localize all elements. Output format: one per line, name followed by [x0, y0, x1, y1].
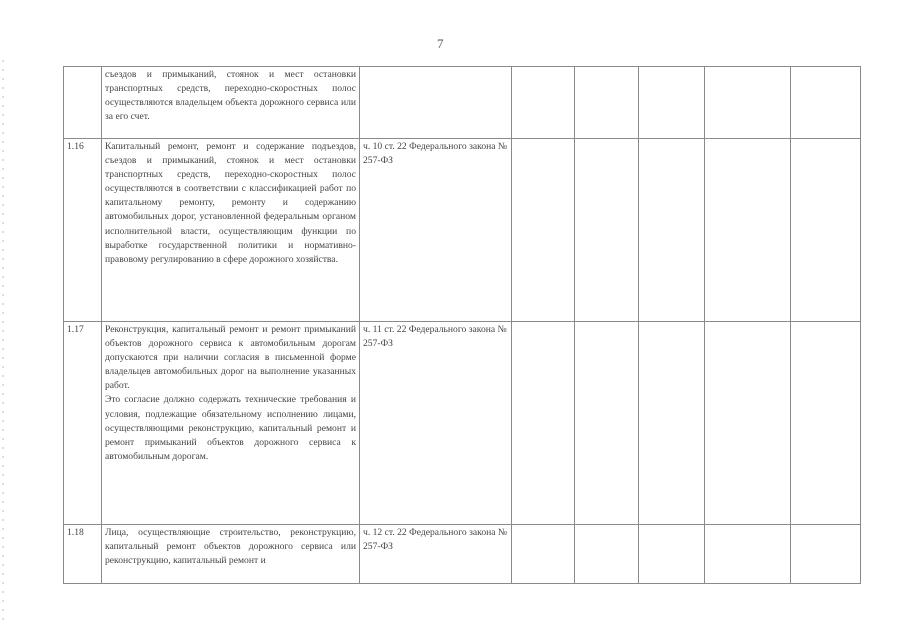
requirement-paragraph: съездов и примыканий, стоянок и мест остановки транспортных средств, переходно-скоростных полос осуществляются владельцем объекта дорожного сервиса или за его счет. [105, 69, 356, 123]
requirement-text [102, 139, 360, 322]
requirements-table [63, 66, 861, 584]
table-row [64, 322, 861, 525]
empty-cell [512, 139, 575, 322]
requirement-text [102, 525, 360, 584]
empty-cell [639, 139, 705, 322]
empty-cell [575, 67, 639, 139]
empty-cell [791, 525, 861, 584]
row-number [64, 67, 102, 139]
scan-edge-marks [2, 60, 4, 620]
legal-reference: ч. 10 ст. 22 Федерального закона № 257-ФЗ [360, 139, 512, 322]
requirement-paragraph: Это согласие должно содержать технические требования и условия, подлежащие обязательному исполнению лицами, осуществляющими реконструкцию, капитальный ремонт и ремонт примыканий объектов дорожного сервиса к автомобильным дорогам. [105, 394, 356, 462]
page-number: 7 [437, 36, 444, 51]
table-row [64, 67, 861, 139]
empty-cell [791, 67, 861, 139]
empty-cell [639, 67, 705, 139]
empty-cell [512, 67, 575, 139]
empty-cell [705, 139, 791, 322]
empty-cell [512, 322, 575, 525]
requirement-text [102, 322, 360, 525]
legal-reference: ч. 12 ст. 22 Федерального закона № 257-ФЗ [360, 525, 512, 584]
requirement-paragraph: Реконструкция, капитальный ремонт и ремонт примыканий объектов дорожного сервиса к автомобильным дорогам допускаются при наличии согласия в письменной форме владельцев автомобильных дорог на выполнение указанных работ. [105, 324, 356, 392]
row-number: 1.16 [64, 139, 102, 322]
table-row [64, 139, 861, 322]
empty-cell [575, 525, 639, 584]
empty-cell [639, 322, 705, 525]
requirement-paragraph: Капитальный ремонт, ремонт и содержание подъездов, съездов и примыканий, стоянок и мест остановки транспортных средств, переходно-скоростных полос осуществляются в соответствии с классификацией работ по капитальному ремонту, ремонту и содержанию автомобильных дорог, установленной федеральным органом исполнительной власти, осуществляющим функции по выработке государственной политики и нормативно-правовому регулированию в сфере дорожного хозяйства. [105, 141, 356, 265]
empty-cell [639, 525, 705, 584]
requirement-text [102, 67, 360, 139]
legal-reference [360, 67, 512, 139]
row-number: 1.18 [64, 525, 102, 584]
row-number: 1.17 [64, 322, 102, 525]
empty-cell [791, 139, 861, 322]
empty-cell [791, 322, 861, 525]
empty-cell [575, 322, 639, 525]
legal-reference: ч. 11 ст. 22 Федерального закона № 257-ФЗ [360, 322, 512, 525]
table-row [64, 525, 861, 584]
empty-cell [705, 322, 791, 525]
empty-cell [705, 525, 791, 584]
empty-cell [575, 139, 639, 322]
requirement-paragraph: Лица, осуществляющие строительство, реконструкцию, капитальный ремонт объектов дорожного сервиса или реконструкцию, капитальный ремонт и [105, 527, 356, 567]
empty-cell [512, 525, 575, 584]
empty-cell [705, 67, 791, 139]
